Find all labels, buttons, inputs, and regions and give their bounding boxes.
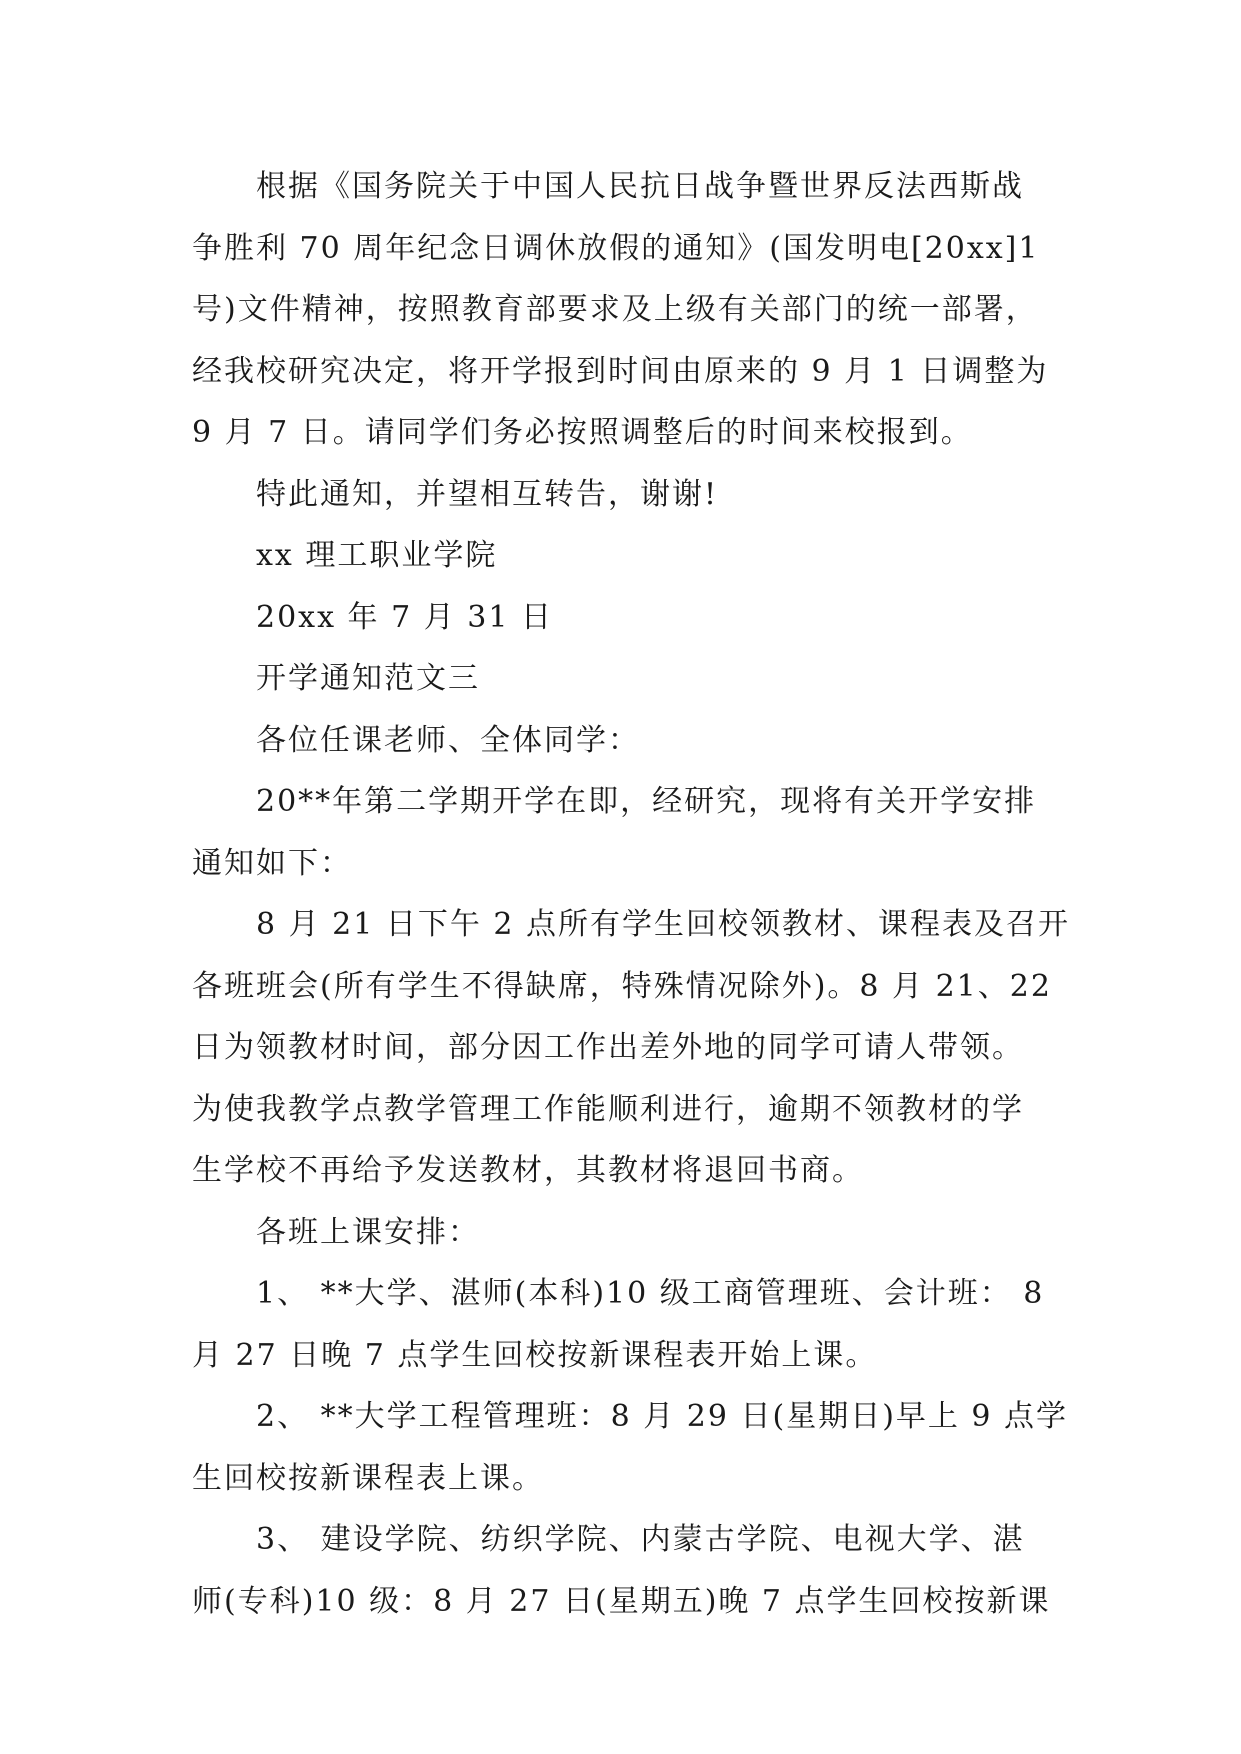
signature-date: 20xx 年 7 月 31 日 <box>256 599 553 635</box>
list-item: 1、 **大学、湛师(本科)10 级工商管理班、会计班： 8 <box>256 1276 1045 1311</box>
paragraph-line: 各班班会(所有学生不得缺席，特殊情况除外)。8 月 21、22 <box>192 968 1052 1004</box>
paragraph-line: 通知如下： <box>192 845 352 881</box>
list-item-continuation: 生回校按新课程表上课。 <box>192 1460 544 1496</box>
paragraph-line: 日为领教材时间，部分因工作出差外地的同学可请人带领。 <box>192 1030 1024 1065</box>
list-item-continuation: 月 27 日晚 7 点学生回校按新课程表开始上课。 <box>192 1337 878 1373</box>
paragraph-line: 为使我教学点教学管理工作能顺利进行，逾期不领教材的学 <box>192 1091 1024 1127</box>
closing-line: 特此通知，并望相互转告，谢谢! <box>256 476 719 512</box>
signature-institution: xx 理工职业学院 <box>256 538 498 573</box>
paragraph-line: 号)文件精神，按照教育部要求及上级有关部门的统一部署， <box>192 292 1038 327</box>
subheading: 各班上课安排： <box>256 1214 480 1250</box>
paragraph-line: 8 月 21 日下午 2 点所有学生回校领教材、课程表及召开 <box>256 907 1071 942</box>
paragraph-line: 根据《国务院关于中国人民抗日战争暨世界反法西斯战 <box>256 169 1024 204</box>
paragraph-line: 经我校研究决定，将开学报到时间由原来的 9 月 1 日调整为 <box>192 353 1049 389</box>
paragraph-line: 20**年第二学期开学在即，经研究，现将有关开学安排 <box>256 784 1037 819</box>
paragraph-line: 争胜利 70 周年纪念日调休放假的通知》(国发明电[20xx]1 <box>192 230 1040 266</box>
salutation: 各位任课老师、全体同学： <box>256 722 640 758</box>
list-item: 2、 **大学工程管理班：8 月 29 日(星期日)早上 9 点学 <box>256 1399 1069 1434</box>
document-body <box>192 156 1071 1632</box>
list-item-continuation: 师(专科)10 级：8 月 27 日(星期五)晚 7 点学生回校按新课 <box>192 1583 1051 1619</box>
list-item: 3、 建设学院、纺织学院、内蒙古学院、电视大学、湛 <box>256 1522 1025 1557</box>
section-title: 开学通知范文三 <box>256 661 480 696</box>
paragraph-line: 9 月 7 日。请同学们务必按照调整后的时间来校报到。 <box>192 415 973 450</box>
paragraph-line: 生学校不再给予发送教材，其教材将退回书商。 <box>192 1153 864 1188</box>
